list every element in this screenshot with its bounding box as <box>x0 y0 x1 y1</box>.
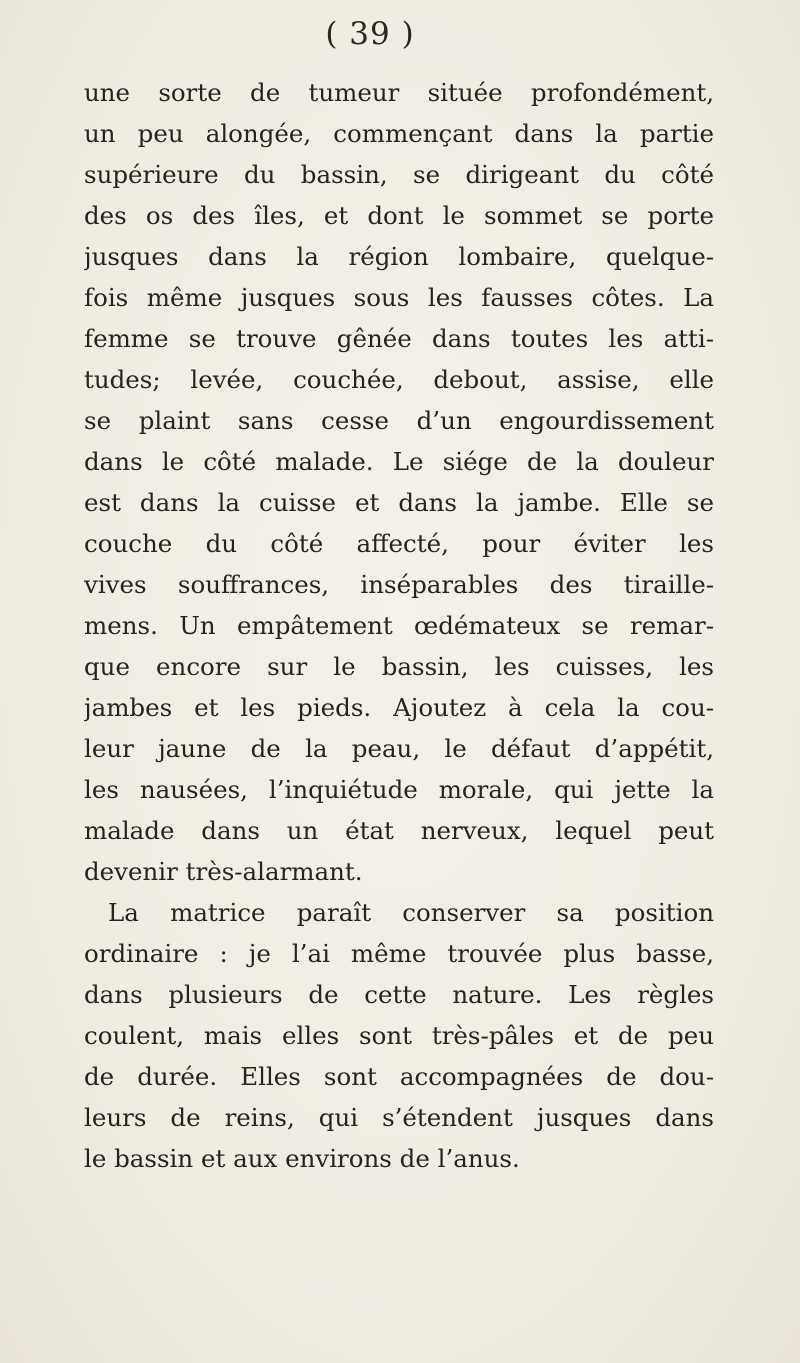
text-line: les nausées, l’inquiétude morale, qui jette la <box>84 775 714 804</box>
text-line: est dans la cuisse et dans la jambe. Elle se <box>84 488 714 517</box>
text-line: mens. Un empâtement œdémateux se remar- <box>84 611 714 640</box>
text-line: devenir très-alarmant. <box>84 857 363 886</box>
text-line: tudes; levée, couchée, debout, assise, elle <box>84 365 714 394</box>
text-line: de durée. Elles sont accompagnées de dou- <box>84 1062 714 1091</box>
text-line: fois même jusques sous les fausses côtes. La <box>84 283 714 312</box>
text-line: un peu alongée, commençant dans la partie <box>84 119 714 148</box>
text-line: couche du côté affecté, pour éviter les <box>84 529 714 558</box>
page-number: ( 39 ) <box>325 16 415 52</box>
text-line: jambes et les pieds. Ajoutez à cela la cou- <box>84 693 714 722</box>
text-line: vives souffrances, inséparables des tiraille- <box>84 570 714 599</box>
text-line: ordinaire : je l’ai même trouvée plus basse, <box>84 939 714 968</box>
text-line: malade dans un état nerveux, lequel peut <box>84 816 714 845</box>
text-line: supérieure du bassin, se dirigeant du côté <box>84 160 714 189</box>
body-text <box>84 72 714 1179</box>
text-line: femme se trouve gênée dans toutes les atti- <box>84 324 714 353</box>
text-line: dans le côté malade. Le siége de la douleur <box>84 447 714 476</box>
text-line: coulent, mais elles sont très-pâles et de peu <box>84 1021 714 1050</box>
text-line: le bassin et aux environs de l’anus. <box>84 1144 520 1173</box>
text-line: se plaint sans cesse d’un engourdissement <box>84 406 714 435</box>
text-line: leurs de reins, qui s’étendent jusques dans <box>84 1103 714 1132</box>
text-line: que encore sur le bassin, les cuisses, les <box>84 652 714 681</box>
text-line: leur jaune de la peau, le défaut d’appétit, <box>84 734 714 763</box>
text-line: jusques dans la région lombaire, quelque- <box>84 242 714 271</box>
text-line: des os des îles, et dont le sommet se porte <box>84 201 714 230</box>
text-line: dans plusieurs de cette nature. Les règles <box>84 980 714 1009</box>
text-line: La matrice paraît conserver sa position <box>108 898 714 927</box>
text-line: une sorte de tumeur située profondément, <box>84 78 714 107</box>
